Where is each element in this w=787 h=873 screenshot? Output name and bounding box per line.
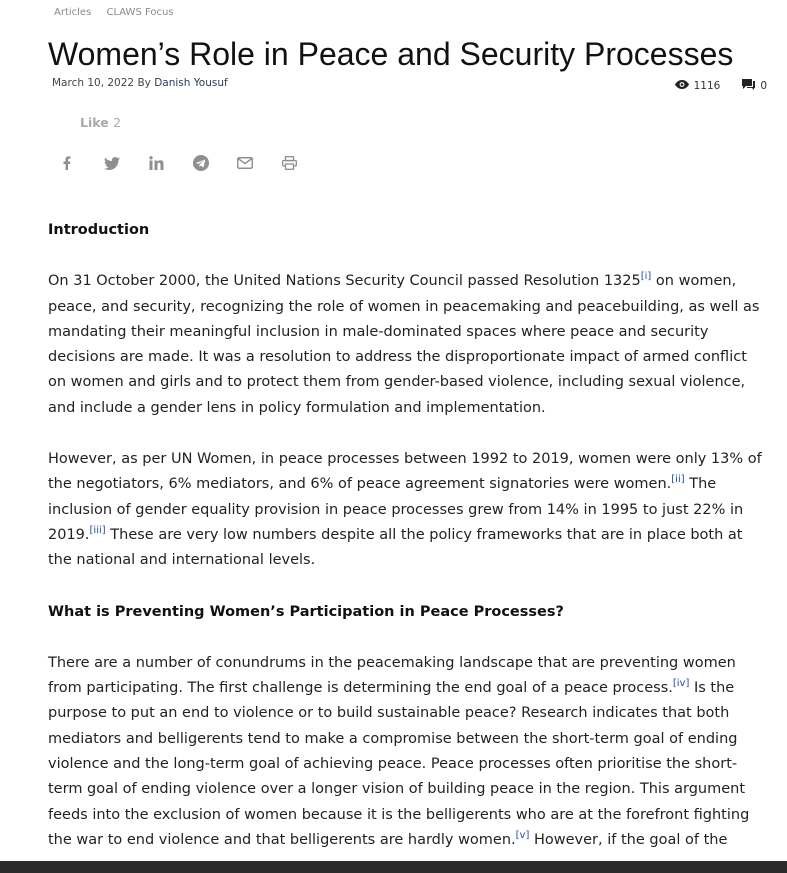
paragraph-1: On 31 October 2000, the United Nations Security Council passed Resolution 1325[i] on women, peace, and security, recognizing the role of women in peacemaking and peacebuilding, as well as mandating their meaningful inclusion in male-dominated spaces where peace and security decisions are made. It was a resolution to address the disproportionate impact of armed conflict on women and girls and to protect them from gender-based violence, including sexual violence, and include a gender lens in policy formulation and implementation.: [48, 271, 760, 416]
footnote-ref-v[interactable]: [v]: [515, 830, 530, 842]
paragraph-3: There are a number of conundrums in the peacemaking landscape that are preventing women from participating. The first challenge is determining the end goal of a peace process.[iv] Is the purpose to put an end to violence or to build sustainable peace? Research indicates that both mediators and belligerents tend to make a compromise between the short-term goal of ending violence and the long-term goal of achieving peace. Peace processes often prioritise the short-term goal of ending violence over a longer vision of building peace in the region. This argument feeds into the exclusion of women because it is the belligerents who are at the forefront fighting the war to end violence and that belligerents are hardly women.[v] However, if the goal of the: [48, 654, 750, 848]
section-heading-preventing: What is Preventing Women’s Participation in Peace Processes?: [48, 603, 564, 620]
like-label: Like: [80, 115, 109, 130]
author-link[interactable]: Danish Yousuf: [154, 77, 228, 89]
linkedin-icon[interactable]: [145, 152, 167, 174]
twitter-icon[interactable]: [101, 152, 123, 174]
telegram-icon[interactable]: [190, 152, 212, 174]
footnote-ref-iv[interactable]: [iv]: [672, 678, 690, 690]
footer-bar: [0, 861, 787, 873]
publish-date: March 10, 2022: [52, 77, 135, 89]
comment-icon: [742, 79, 755, 93]
section-heading-introduction: Introduction: [48, 222, 150, 238]
footnote-ref-i[interactable]: [i]: [640, 271, 652, 283]
breadcrumb-item-articles[interactable]: Articles: [54, 7, 92, 18]
footnote-ref-iii[interactable]: [iii]: [89, 525, 106, 537]
page-title: Women’s Role in Peace and Security Processes: [48, 36, 734, 72]
facebook-icon[interactable]: [56, 152, 78, 174]
comment-count[interactable]: [742, 79, 767, 93]
like-button[interactable]: [80, 115, 121, 130]
breadcrumb: [54, 7, 186, 18]
comment-count-value: 0: [760, 80, 767, 92]
breadcrumb-item-claws-focus[interactable]: CLAWS Focus: [106, 7, 174, 18]
email-icon[interactable]: [234, 152, 256, 174]
view-count-value: 1116: [693, 80, 721, 92]
footnote-ref-ii[interactable]: [ii]: [671, 474, 685, 486]
eye-icon: [675, 80, 689, 92]
share-bar: [56, 152, 324, 174]
like-count: 2: [113, 115, 122, 130]
article-meta: [52, 77, 228, 89]
article-stats: [675, 79, 767, 93]
article-body: [48, 218, 766, 853]
print-icon[interactable]: [279, 152, 301, 174]
paragraph-2: However, as per UN Women, in peace processes between 1992 to 2019, women were only 13% of the negotiators, 6% mediators, and 6% of peace agreement signatories were women.[ii] The inclusion of gender equality provision in peace processes grew from 14% in 1995 to just 22% in 2019.[iii] These are very low numbers despite all the policy frameworks that are in place both at the national and international levels.: [48, 451, 762, 569]
by-label: By: [137, 77, 151, 89]
view-count: [675, 79, 721, 93]
